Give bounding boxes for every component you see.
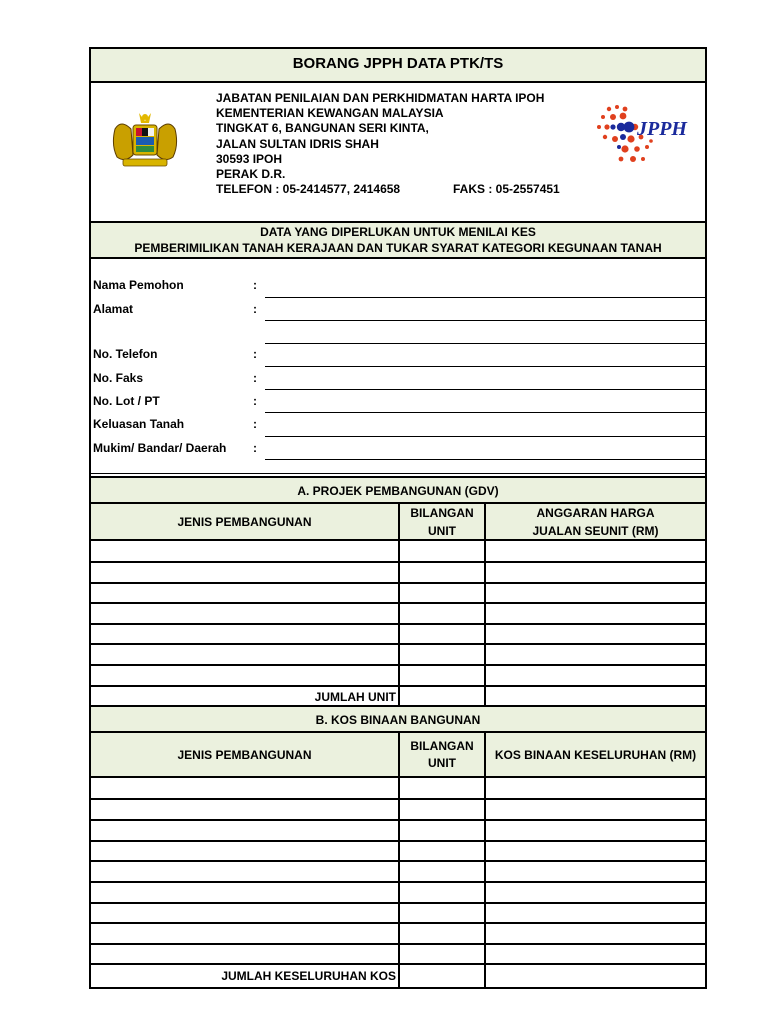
mukim-field[interactable] bbox=[265, 459, 705, 460]
table-row[interactable] bbox=[91, 902, 705, 904]
section-b-col-kos: KOS BINAAN KESELURUHAN (RM) bbox=[486, 733, 705, 778]
data-heading-line-2: PEMBERIMILIKAN TANAH KERAJAAN DAN TUKAR SYARAT KATEGORI KEGUNAAN TANAH bbox=[134, 241, 662, 255]
colon: : bbox=[253, 441, 257, 455]
divider bbox=[91, 473, 705, 474]
jpph-logo-text: JPPH bbox=[637, 118, 687, 140]
nama-pemohon-field[interactable] bbox=[265, 297, 705, 298]
jpph-logo-icon bbox=[595, 103, 699, 173]
nama-pemohon-label: Nama Pemohon bbox=[93, 278, 184, 292]
address-line-4: JALAN SULTAN IDRIS SHAH bbox=[216, 136, 379, 151]
column-divider bbox=[484, 504, 486, 707]
colon: : bbox=[253, 302, 257, 316]
no-lot-label: No. Lot / PT bbox=[93, 394, 160, 408]
keluasan-tanah-field[interactable] bbox=[265, 436, 705, 437]
table-row[interactable] bbox=[91, 943, 705, 945]
malaysia-coat-of-arms-icon bbox=[109, 111, 181, 169]
address-line-2: KEMENTERIAN KEWANGAN MALAYSIA bbox=[216, 106, 444, 121]
section-a-col-bilangan: BILANGAN UNIT bbox=[400, 504, 484, 541]
table-row[interactable] bbox=[91, 819, 705, 821]
alamat-field-line-2[interactable] bbox=[265, 343, 705, 344]
address-line-3: TINGKAT 6, BANGUNAN SERI KINTA, bbox=[216, 121, 429, 136]
telefon-text: TELEFON : 05-2414577, 2414658 bbox=[216, 182, 401, 197]
table-row[interactable] bbox=[91, 561, 705, 563]
no-faks-label: No. Faks bbox=[93, 371, 144, 385]
section-b-col-bilangan: BILANGAN UNIT bbox=[400, 733, 484, 778]
jpph-form bbox=[89, 47, 707, 989]
table-row[interactable] bbox=[91, 582, 705, 584]
letterhead bbox=[91, 83, 705, 223]
alamat-field-line-1[interactable] bbox=[265, 320, 705, 321]
section-a-col-jenis: JENIS PEMBANGUNAN bbox=[91, 504, 398, 541]
table-row[interactable] bbox=[91, 881, 705, 883]
section-b-col-jenis: JENIS PEMBANGUNAN bbox=[91, 733, 398, 778]
address-line-6: PERAK D.R. bbox=[216, 167, 286, 182]
table-row[interactable] bbox=[91, 643, 705, 645]
table-row[interactable] bbox=[91, 860, 705, 862]
alamat-label: Alamat bbox=[93, 302, 134, 316]
colon: : bbox=[253, 417, 257, 431]
data-heading bbox=[91, 223, 705, 259]
column-divider bbox=[398, 504, 400, 707]
no-telefon-field[interactable] bbox=[265, 366, 705, 367]
form-title: BORANG JPPH DATA PTK/TS bbox=[91, 49, 705, 83]
colon: : bbox=[253, 278, 257, 292]
colon: : bbox=[253, 371, 257, 385]
jumlah-unit-label: JUMLAH UNIT bbox=[314, 690, 396, 704]
table-row[interactable] bbox=[91, 798, 705, 800]
colon: : bbox=[253, 394, 257, 408]
colon: : bbox=[253, 347, 257, 361]
mukim-label: Mukim/ Bandar/ Daerah bbox=[93, 441, 227, 455]
address-line-5: 30593 IPOH bbox=[216, 151, 283, 166]
table-row[interactable] bbox=[91, 664, 705, 666]
section-b-title: B. KOS BINAAN BANGUNAN bbox=[91, 705, 705, 733]
data-heading-line-1: DATA YANG DIPERLUKAN UNTUK MENILAI KES bbox=[260, 225, 536, 239]
jumlah-keseluruhan-kos-label: JUMLAH KESELURUHAN KOS bbox=[221, 969, 396, 983]
contact-row bbox=[216, 182, 560, 197]
no-telefon-label: No. Telefon bbox=[93, 347, 158, 361]
address-block bbox=[216, 91, 560, 197]
table-row[interactable] bbox=[91, 922, 705, 924]
address-line-1: JABATAN PENILAIAN DAN PERKHIDMATAN HARTA IPOH bbox=[216, 91, 545, 105]
section-a-col-harga: ANGGARAN HARGA JUALAN SEUNIT (RM) bbox=[486, 504, 705, 541]
table-row[interactable] bbox=[91, 840, 705, 842]
table-row[interactable] bbox=[91, 602, 705, 604]
no-faks-field[interactable] bbox=[265, 389, 705, 390]
faks-text: FAKS : 05-2557451 bbox=[453, 182, 560, 197]
section-a-title: A. PROJEK PEMBANGUNAN (GDV) bbox=[91, 476, 705, 504]
keluasan-tanah-label: Keluasan Tanah bbox=[93, 417, 185, 431]
no-lot-field[interactable] bbox=[265, 412, 705, 413]
table-row[interactable] bbox=[91, 623, 705, 625]
